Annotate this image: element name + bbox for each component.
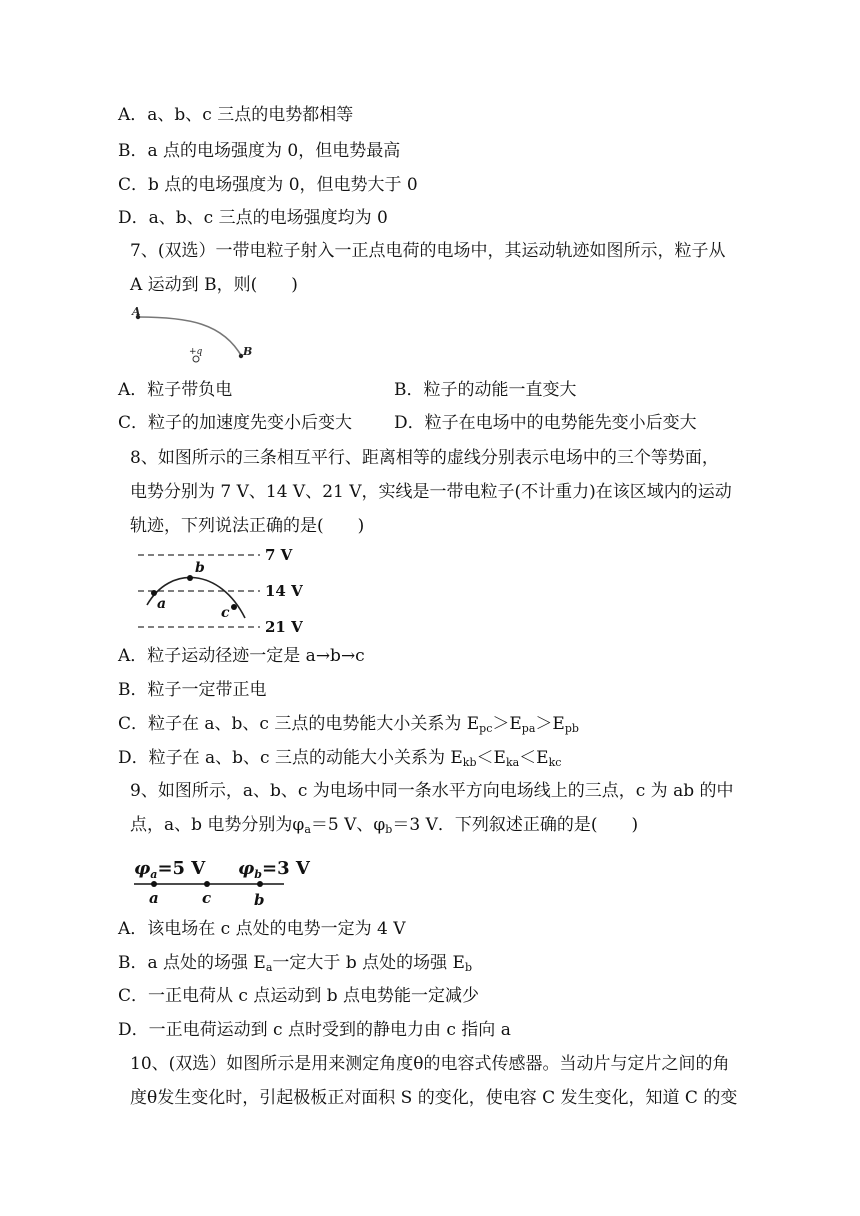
- q7-option-c: C．粒子的加速度先变小后变大: [118, 413, 353, 433]
- q8-stem-line1: 8、如图所示的三条相互平行、距离相等的虚线分别表示电场中的三个等势面，: [130, 448, 719, 468]
- q9-field-line-figure: [130, 850, 310, 910]
- q6-option-a: A．a、b、c 三点的电势都相等: [118, 105, 354, 125]
- q9-point-a: a: [149, 889, 159, 907]
- q9-option-d: D．一正电荷运动到 c 点时受到的静电力由 c 指向 a: [118, 1020, 511, 1040]
- q9-stem-line2: 点，a、b 电势分别为$\varphi_a=5$ V、$\varphi_b=3$ V．下列叙述正确的是( ): [130, 815, 639, 836]
- q7-stem-line2: A 运动到 B，则( ): [130, 275, 298, 295]
- q9-point-c: c: [202, 889, 212, 907]
- q7-label-a: A: [132, 305, 141, 318]
- q7-option-a: A．粒子带负电: [118, 380, 233, 400]
- q9-option-a: A．该电场在 c 点处的电势一定为 4 V: [118, 919, 406, 939]
- q10-stem-line2: 度θ发生变化时，引起极板正对面积 S 的变化，使电容 C 发生变化，知道 C 的变: [130, 1088, 738, 1108]
- q6-option-c: C．b 点的电场强度为 0，但电势大于 0: [118, 175, 418, 195]
- q6-option-d: D．a、b、c 三点的电场强度均为 0: [118, 208, 388, 228]
- q9-option-c: C．一正电荷从 c 点运动到 b 点电势能一定减少: [118, 986, 480, 1006]
- q8-option-c: C．粒子在 a、b、c 三点的电势能大小关系为 $E_{pc}>E_{pa}>E_{pb}$: [118, 714, 579, 735]
- q9-point-b: b: [254, 891, 265, 909]
- q8-option-d: D．粒子在 a、b、c 三点的动能大小关系为 $E_{kb}<E_{ka}<E_{kc}$: [118, 748, 562, 769]
- q7-label-charge: +q: [189, 347, 203, 357]
- q9-option-b: B．a 点处的场强 $E_a$一定大于 b 点处的场强 $E_b$: [118, 953, 472, 974]
- q8-label-b: b: [195, 560, 205, 576]
- q8-label-a: a: [157, 596, 167, 612]
- q9-label-phi-a: $\varphi_a=5$ V: [134, 858, 206, 881]
- q7-option-b: B．粒子的动能一直变大: [394, 380, 577, 400]
- q8-stem-line2: 电势分别为 7 V、14 V、21 V，实线是一带电粒子(不计重力)在该区域内的运动: [130, 482, 732, 502]
- q8-label-14v: 14 V: [265, 582, 303, 600]
- q8-equipotential-figure: [130, 543, 310, 639]
- q7-stem-line1: 7、(双选）一带电粒子射入一正点电荷的电场中，其运动轨迹如图所示，粒子从: [130, 241, 726, 261]
- q9-label-phi-b: $\varphi_b=3$ V: [238, 858, 310, 881]
- q7-option-d: D．粒子在电场中的电势能先变小后变大: [394, 413, 697, 433]
- q9-stem-line1: 9、如图所示，a、b、c 为电场中同一条水平方向电场线上的三点，c 为 ab 的中: [130, 781, 734, 801]
- q8-label-c: c: [221, 605, 230, 621]
- q8-option-a: A．粒子运动径迹一定是 a→b→c: [118, 646, 365, 666]
- q10-stem-line1: 10、(双选）如图所示是用来测定角度θ的电容式传感器。当动片与定片之间的角: [130, 1054, 730, 1074]
- q7-trajectory-figure: [128, 305, 268, 367]
- q8-label-21v: 21 V: [265, 618, 303, 636]
- q8-stem-line3: 轨迹，下列说法正确的是( ): [130, 516, 365, 536]
- q8-label-7v: 7 V: [265, 546, 293, 564]
- q7-label-b: B: [243, 345, 253, 358]
- q6-option-b: B．a 点的电场强度为 0，但电势最高: [118, 141, 401, 161]
- q8-option-b: B．粒子一定带正电: [118, 680, 267, 700]
